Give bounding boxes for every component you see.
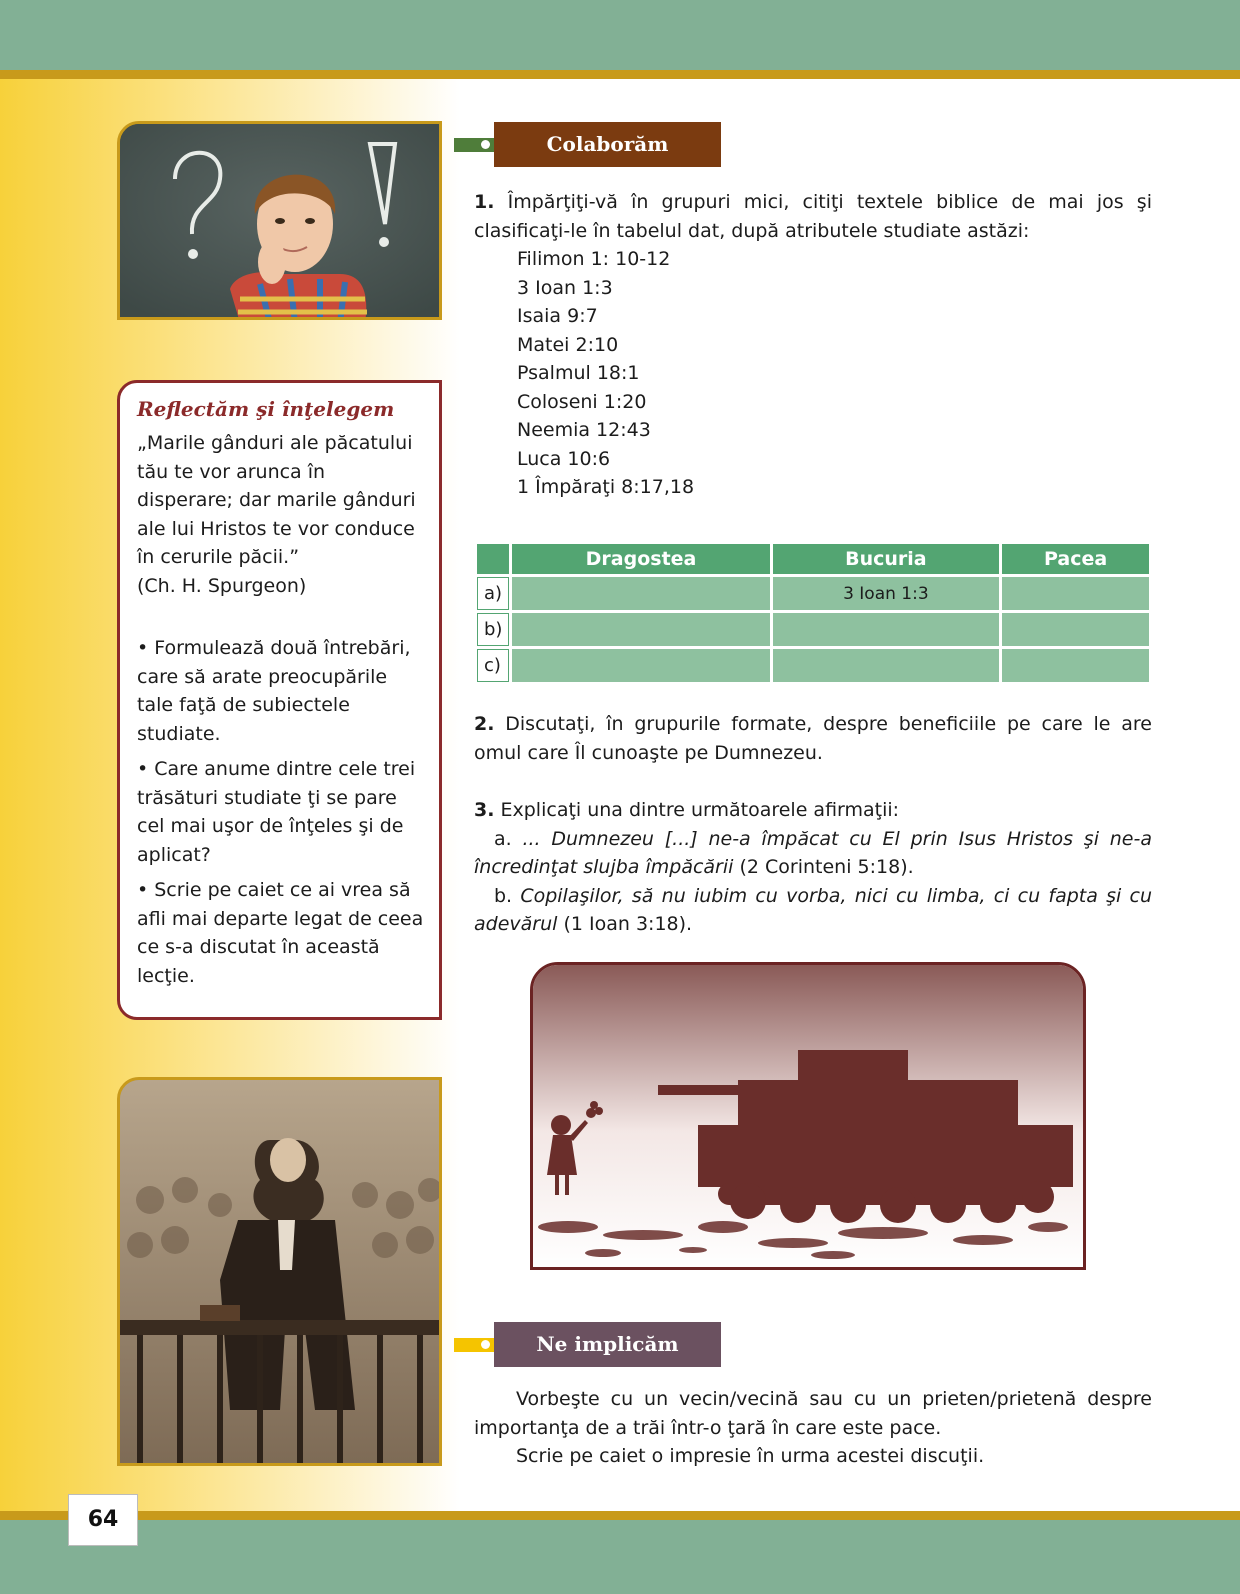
table-row (477, 577, 1149, 610)
table-row (477, 613, 1149, 646)
statement-b-label: b. (494, 884, 521, 907)
table-header-cell: Pacea (1002, 544, 1149, 574)
bottom-band (0, 1520, 1240, 1594)
table-header-row (477, 544, 1149, 574)
statement-a-label: a. (494, 827, 523, 850)
table-cell (1002, 613, 1149, 646)
table-cell (1002, 577, 1149, 610)
reflection-bullet: • Formulează două întrebări, care să arate preocupările tale faţă de subiectele studiate. (137, 637, 411, 745)
bible-reference: Matei 2:10 (517, 333, 619, 356)
statement-a-ref: (2 Corinteni 5:18). (733, 856, 914, 878)
table-cell: 3 Ioan 1:3 (773, 577, 1000, 610)
statement-b-quote: Copilaşilor, să nu iubim cu vorba, nici cu limba, ci cu fapta şi cu adevărul (474, 884, 1152, 935)
row-label: a) (477, 577, 509, 610)
classification-table (474, 541, 1152, 685)
involvement-paragraph: Scrie pe caiet o impresie în urma acestei discuţii. (516, 1445, 985, 1467)
row-label: c) (477, 649, 509, 682)
girl-and-tank-illustration (533, 965, 1083, 1267)
bible-reference: Luca 10:6 (517, 447, 611, 470)
table-cell (512, 613, 769, 646)
task-2-instruction (474, 710, 1152, 767)
task-number: 3. (474, 799, 495, 821)
task-number: 2. (474, 713, 495, 735)
bible-reference: 3 Ioan 1:3 (517, 276, 613, 299)
statement-b-ref: (1 Ioan 3:18). (557, 913, 693, 935)
header-dot-icon (481, 140, 490, 149)
spurgeon-quote: „Marile gânduri ale păcatului tău te vor arunca în disperare; dar marile gânduri ale lui Hristos te vor conduce în cerurile păcii.” (137, 432, 416, 568)
boy-thinking-illustration (120, 124, 442, 320)
task-2 (474, 710, 1152, 767)
section-title: Colaborăm (494, 122, 721, 167)
task-3-instruction (474, 796, 1152, 825)
bible-reference: Filimon 1: 10-12 (517, 248, 671, 270)
quote-source: (Ch. H. Spurgeon) (137, 574, 307, 597)
reflection-bullet: • Scrie pe caiet ce ai vrea să afli mai departe legat de ceea ce s-a discutat în această lecţie. (137, 879, 424, 987)
reflection-box (117, 380, 442, 1020)
table-cell (1002, 649, 1149, 682)
section-title: Ne implicăm (494, 1322, 721, 1367)
spurgeon-illustration (120, 1080, 442, 1466)
row-label: b) (477, 613, 509, 646)
table-cell (773, 649, 1000, 682)
statement-a-quote: ... Dumnezeu [...] ne-a împăcat cu El prin Isus Hristos şi ne-a încredinţat slujba împăcării (474, 827, 1152, 878)
page-number: 64 (68, 1494, 138, 1546)
table-header-cell (477, 544, 509, 574)
bible-reference: Coloseni 1:20 (517, 390, 647, 413)
spurgeon-image (117, 1077, 442, 1466)
reflection-title: Reflectăm şi înţelegem (137, 397, 395, 421)
table-row (477, 649, 1149, 682)
reflection-bullet: • Care anume dintre cele trei trăsături studiate ţi se pare cel mai uşor de înţeles şi de aplicat? (137, 758, 416, 866)
task-3-text: Explicaţi una dintre următoarele afirmaţii: (500, 799, 900, 821)
bible-reference-list (517, 245, 1152, 502)
statement-a (474, 825, 1152, 882)
table-header-cell: Dragostea (512, 544, 769, 574)
tank-image (530, 962, 1086, 1270)
bible-reference: Psalmul 18:1 (517, 362, 640, 384)
bible-reference: 1 Împăraţi 8:17,18 (517, 476, 695, 498)
involvement-paragraph: Vorbeşte cu un vecin/vecină sau cu un prieten/prietenă despre importanţa de a trăi într-o ţară în care este pace. (474, 1388, 1152, 1439)
top-band (0, 0, 1240, 70)
boy-thinking-image (117, 121, 442, 320)
table-cell (512, 649, 769, 682)
task-number: 1. (474, 191, 495, 213)
task-1-instruction (474, 188, 1152, 245)
table-header-cell: Bucuria (773, 544, 1000, 574)
header-dot-icon (481, 1340, 490, 1349)
task-2-text: Discutaţi, în grupurile formate, despre beneficiile pe care le are omul care Îl cunoaşte pe Dumnezeu. (474, 713, 1152, 764)
task-3 (474, 796, 1152, 939)
bible-reference: Neemia 12:43 (517, 419, 651, 441)
involvement-text (474, 1385, 1152, 1471)
top-accent-line (0, 70, 1240, 79)
bible-reference: Isaia 9:7 (517, 305, 598, 327)
bottom-accent-line (0, 1511, 1240, 1520)
task-1-text: Împărţiţi-vă în grupuri mici, citiţi textele biblice de mai jos şi clasificaţi-le în tabelul dat, după atributele studiate astăzi: (474, 191, 1152, 242)
task-1 (474, 188, 1152, 502)
table-cell (512, 577, 769, 610)
statement-b (474, 882, 1152, 939)
table-cell (773, 613, 1000, 646)
